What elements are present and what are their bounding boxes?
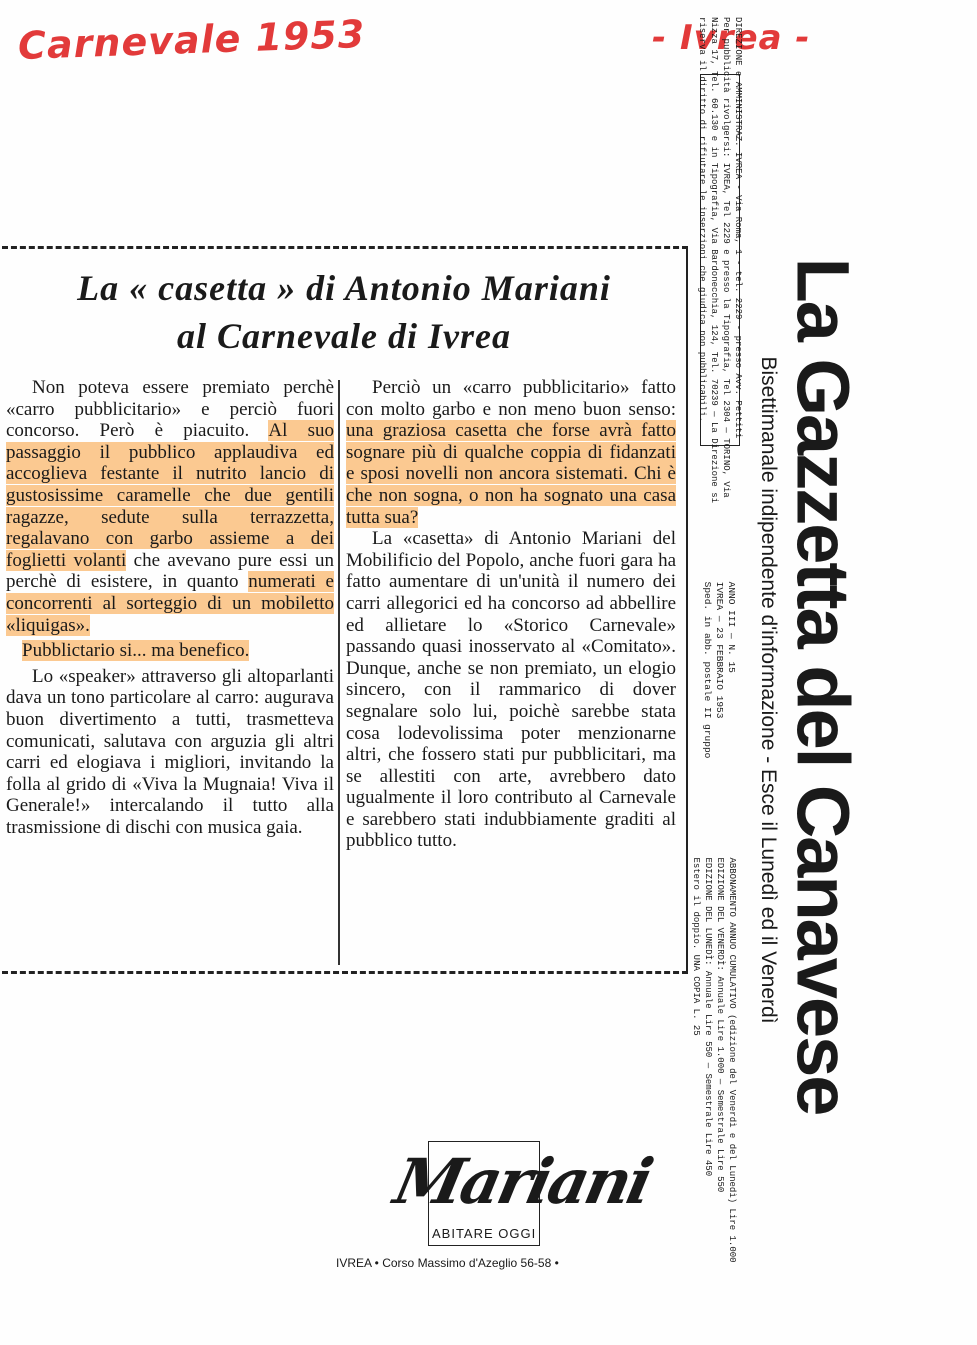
article-text: che avevano pure essi un perchè di esistere, in quanto	[6, 549, 334, 593]
masthead-info-line: Nizza 17, Tel. 60.130 e in Tipografia, Via Bardonecchia, 124, Tel. 70239 — La Direzione si	[709, 16, 719, 504]
highlighted-text: una graziosa casetta che forse avrà fatto sognare più di qualche coppia di fidanzati e sposi novelli non ancora sistemati. Chi è che non sogna, o non ha sognato una casa tutta sua?	[346, 420, 676, 528]
masthead-info-line: Per pubblicità rivolgersi: IVREA, Tel 2229 e presso la Tipografia, Tel 2304 — TORINO, Via	[721, 16, 731, 498]
ad-brand-logo: Mariani	[388, 1145, 657, 1218]
highlighted-text: numerati e concorrenti al sorteggio di un mobiletto «liquigas».	[6, 571, 334, 636]
issue-number: ANNO III — N. 15	[726, 581, 737, 673]
subheading-text: Pubblictario si... ma benefico.	[22, 640, 250, 662]
article-paragraph: La «casetta» di Antonio Mariani del Mobilificio del Popolo, anche fuori gara ha fatto aumentare di un'unità il numero dei carri allegorici ed ha concorso ad abbellire ed allietare lo «Storico Carnevale» passando quasi inosservato al «Comitato». Dunque, anche se non premiato, un elogio sincero, con il rammarico di dover segnalare solo lui, poichè sarebbe stata cosa lodevolissima poter menzionarne altri, che fossero stati pur pubblicitari, ma se allestiti con arte, avrebbero dato ugualmente il loro contributo al Carnevale e sarebbero stati indubbiamente graditi al pubblico tutto.	[346, 528, 676, 852]
highlighted-text: Al suo passaggio il pubblico applaudiva ed accoglieva festante il nutrito lancio di gustosissime caramelle che due gentili ragazze, sedute sulla terrazzetta, regalavano con garbo assieme a dei foglietti volanti	[6, 420, 334, 571]
masthead-subtitle: Bisettimanale indipendente d'informazione - Esce il Lunedì ed il Venerdì	[757, 356, 780, 1024]
subscription-line: Estero il doppio. UNA COPIA L. 25	[691, 857, 701, 1036]
subscription-line: ABBONAMENTO ANNUO CUMULATIVO (edizione del Venerdì e del Lunedì) Lire 1.000	[727, 857, 737, 1263]
article-paragraph	[346, 377, 676, 528]
issue-date: IVREA — 23 FEBBRAIO 1953	[714, 581, 725, 719]
handwritten-city-note: - Ivrea -	[652, 18, 811, 58]
masthead-title: La Gazzetta del Canavese	[781, 257, 865, 1115]
subscription-box	[688, 830, 740, 1290]
article-column-2	[346, 377, 676, 852]
headline-line-1: La « casetta » di Antonio Mariani	[77, 268, 611, 308]
article-subheading	[6, 640, 334, 662]
article-headline	[6, 264, 682, 360]
ad-tagline: ABITARE OGGI	[432, 1226, 537, 1241]
article-paragraph: Lo «speaker» attraverso gli altoparlanti dava un tono particolare al carro: augurava buon divertimento a tutti, trasmetteva comunicati, salutava con arguzia gli altri carri ed elogiava i migliori, invitando la folla al grido di «Viva la Mugnaia! Viva il Generale!» intercalando il tutto alla trasmissione di dischi con musica gaia.	[6, 665, 334, 838]
subscription-line: EDIZIONE DEL LUNEDÌ: Annuale Lire 550 — Semestrale Lire 450	[703, 857, 713, 1177]
issue-postal: Sped. in abb. postale II gruppo	[702, 581, 713, 759]
column-divider	[338, 380, 340, 965]
masthead-info-line: DIREZIONE e AMMINISTRAZ. IVREA - Via Roma, 1 - tel. 2229 - presso Avv. Pettiti	[733, 16, 743, 439]
ad-address: IVREA • Corso Massimo d'Azeglio 56-58 •	[336, 1256, 559, 1270]
masthead-info-line: riserva il diritto di rifiutare le inserzioni che giudica non pubblicabili.	[697, 16, 707, 423]
headline-line-2: al Carnevale di Ivrea	[177, 316, 511, 356]
issue-info-box	[700, 581, 738, 759]
article-text: Non poteva essere premiato perchè «carro pubblicitario» e perciò fuori concorso. Però è piacuito.	[6, 377, 334, 442]
masthead-info-box	[697, 16, 743, 504]
article-paragraph	[6, 377, 334, 636]
masthead-subtitle-wrap	[738, 310, 798, 1070]
handwritten-date-note: Carnevale 1953	[17, 11, 366, 69]
subscription-line: EDIZIONE DEL VENERDÌ: Annuale Lire 1.000 — Semestrale Lire 550	[715, 857, 725, 1193]
article-column-1	[6, 377, 334, 838]
article-text: Perciò un «carro pubblicitario» fatto con molto garbo e non meno buon senso:	[346, 377, 676, 420]
